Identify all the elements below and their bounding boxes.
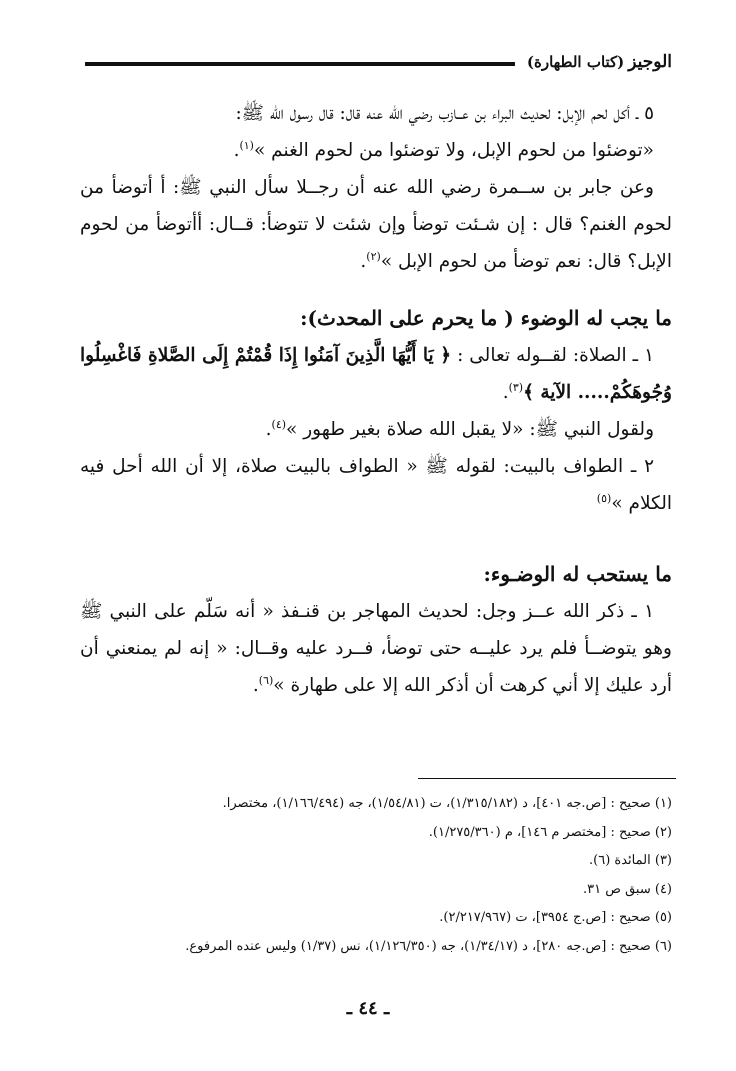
page-number: ـ ٤٤ ـ — [346, 998, 390, 1019]
paragraph-camel-meat: ٥ ـ أكل لحم الإبل: لحديث البراء بن عــازب رضي الله عنه قال: قال رسول الله ﷺ: — [235, 103, 654, 124]
paragraph-dhikr: ١ ـ ذكر الله عــز وجل: لحديث المهاجر بن قنـفذ « أنه سَلّم على النبي ﷺ وهو يتوضــأ فلم يرد عليــه حتى توضأ، فــرد عليه وقــال: « إنه لم يمنعني أن أرد عليك إلا أني كرهت أن أذكر الله إلا على طهارة »$^{(٦)}$. — [80, 601, 672, 696]
paragraph-text: ولقول النبي ﷺ: «لا يقبل الله صلاة بغير طهور » — [286, 419, 654, 440]
footnote-ref-1: (١) — [239, 138, 254, 152]
quran-verse: ﴿ يَا أَيُّهَا الَّذِينَ آمَنُوا إِذَا قُمْتُمْ إِلَى الصَّلاةِ فَاغْسِلُوا وُجُوهَكُمْ..... الآية ﴾ — [80, 345, 672, 403]
footnote-6: (٦) صحيح : [ص.جه ٢٨٠]، د (١/٣٤/١٧)، جه (١/١٢٦/٣٥٠)، نس (١/٣٧) وليس عنده المرفوع. — [185, 938, 672, 954]
footnote-5: (٥) صحيح : [ص.ج ٣٩٥٤]، ت (٢/٢١٧/٩٦٧). — [439, 910, 672, 925]
paragraph-prophet-saying: ولقول النبي ﷺ: «لا يقبل الله صلاة بغير طهور »$^{(٤)}$. — [265, 417, 654, 440]
paragraph-tawaf — [80, 448, 672, 522]
footnote-ref-2: (٢) — [366, 249, 381, 263]
footnote-1: (١) صحيح : [ص.جه ٤٠١]، د (١/٣١٥/١٨٢)، ت (١/٥٤/٨١)، جه (١/١٦٦/٤٩٤)، مختصرا. — [222, 796, 672, 811]
paragraph-intro: ١ ـ الصلاة: لقــوله تعالى : — [457, 345, 654, 366]
footnote-separator — [418, 778, 676, 779]
running-header — [85, 48, 672, 76]
section-heading-recommended: ما يستحب له الوضـوء: — [483, 562, 672, 586]
section-heading-obligatory: ما يجب له الوضوء ( ما يحرم على المحدث): — [300, 306, 672, 330]
footnotes — [80, 790, 672, 961]
header-title: الوجيز — [628, 52, 672, 72]
footnote-4: (٤) سبق ص ٣١. — [582, 881, 672, 897]
header-rule — [85, 62, 515, 66]
hadith-camel-meat: «توضئوا من لحوم الإبل، ولا توضئوا من لحوم الغنم »$^{(١)}$. — [233, 138, 654, 161]
paragraph-text: ١ ـ ذكر الله عــز وجل: لحديث المهاجر بن قنـفذ « أنه سَلّم على النبي ﷺ وهو يتوضــأ فلم يرد عليــه حتى توضأ، فــرد عليه وقــال: « إنه لم يمنعني أن أرد عليك إلا أني كرهت أن أذكر الله إلا على طهارة » — [80, 601, 672, 696]
footnote-ref-3: (٣) — [508, 380, 524, 394]
paragraph-text: وعن جابر بن ســمرة رضي الله عنه أن رجــلا سأل النبي ﷺ: أ أتوضأ من لحوم الغنم؟ قال : إن شـئت توضأ وإن شئت لا تتوضأ: قــال: أأتوضأ من لحوم الإبل؟ قال: نعم توضأ من لحوم الإبل » — [80, 177, 672, 272]
paragraph-jabir: وعن جابر بن ســمرة رضي الله عنه أن رجــلا سأل النبي ﷺ: أ أتوضأ من لحوم الغنم؟ قال : إن شـئت توضأ وإن شئت لا تتوضأ: قــال: أأتوضأ من لحوم الإبل؟ قال: نعم توضأ من لحوم الإبل »$^{(٢)}$. — [80, 177, 672, 272]
footnote-3: (٣) المائدة (٦). — [589, 853, 672, 868]
paragraph-text: ٢ ـ الطواف بالبيت: لقوله ﷺ « الطواف بالبيت صلاة، إلا أن الله أحل فيه الكلام » — [80, 456, 672, 514]
paragraph-prayer: ١ ـ الصلاة: لقــوله تعالى : ﴿ يَا أَيُّهَا الَّذِينَ آمَنُوا إِذَا قُمْتُمْ إِلَى الصَّلاةِ فَاغْسِلُوا وُجُوهَكُمْ..... الآية ﴾$^{(٣)}$. — [80, 345, 672, 403]
hadith-text: «توضئوا من لحوم الإبل، ولا توضئوا من لحوم الغنم » — [253, 140, 654, 161]
footnote-ref-4: (٤) — [271, 417, 287, 431]
footnote-ref-5: (٥) — [596, 491, 612, 505]
header-subtitle: (كتاب الطهارة) — [526, 53, 625, 71]
page-body — [80, 95, 672, 704]
footnote-ref-6: (٦) — [258, 673, 274, 687]
footnote-2: (٢) صحيح : [مختصر م ١٤٦]، م (١/٢٧٥/٣٦٠). — [428, 824, 672, 840]
